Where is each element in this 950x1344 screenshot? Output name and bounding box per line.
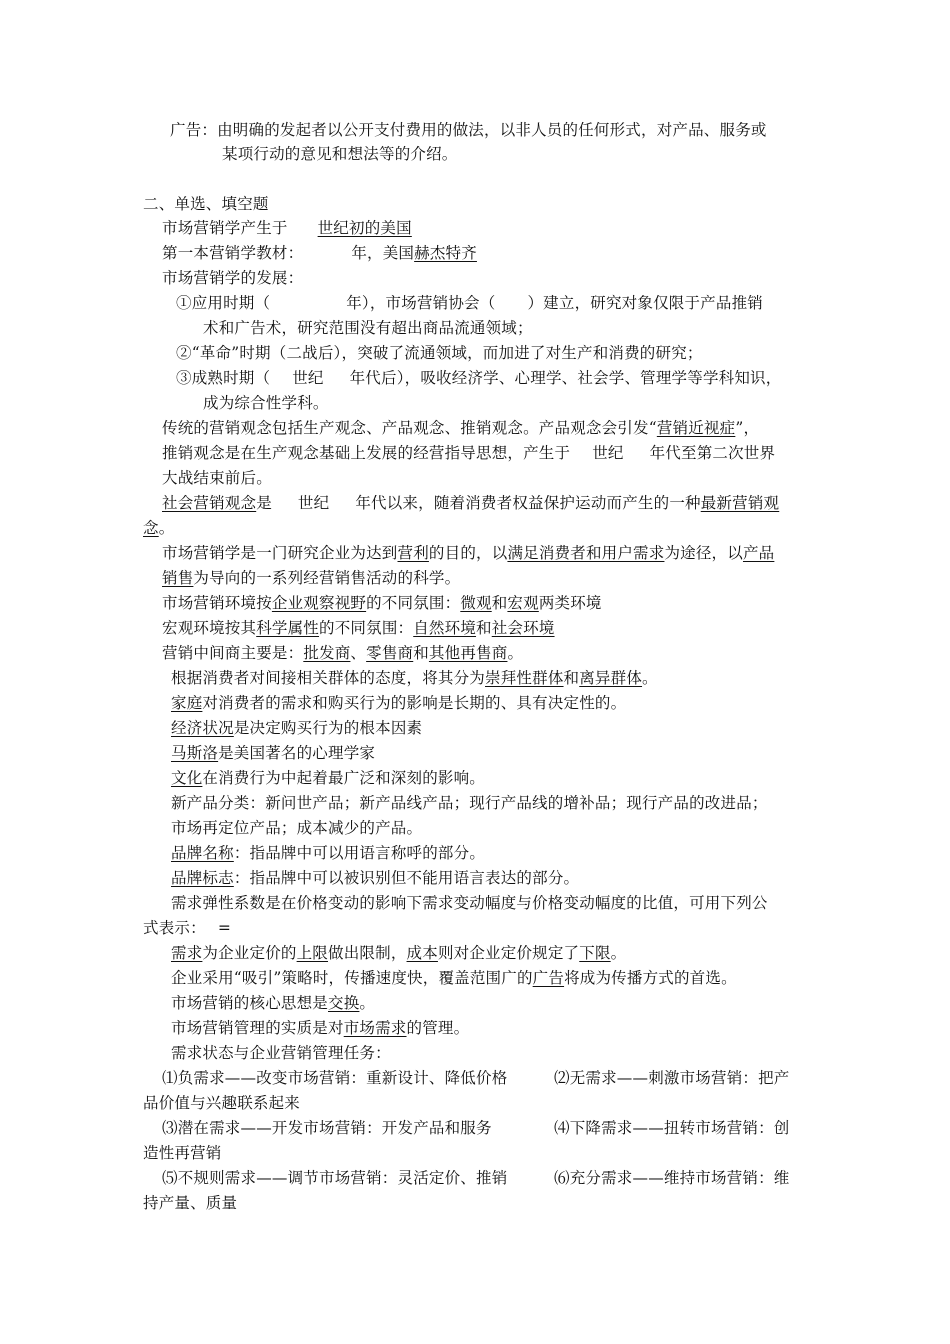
env-text-d: 两类环境 [538,594,602,612]
customer-needs-answer: 满足消费者和用户需求 [507,544,665,562]
pull-text-a: 企业采用“吸引”策略时，传播速度快，覆盖范围广的 [171,969,533,987]
core-period: 。 [359,994,376,1012]
family-line [171,691,626,715]
task-declining-demand: ⑷下降需求——扭转市场营销：创 [554,1119,790,1137]
first-textbook-text: 第一本营销学教材： [162,244,304,262]
origin-text: 市场营销学产生于 [162,219,288,237]
definition-text-b: 的目的，以 [428,544,508,562]
lower-limit-answer: 下限 [579,944,611,962]
task-full-demand-cont: 持产量、质量 [143,1194,238,1212]
maslow-line [171,741,375,765]
demand-tasks-title: 需求状态与企业营销管理任务： [171,1044,391,1062]
social-marketing-line2 [143,516,174,540]
env-text-a: 市场营销环境按 [162,594,272,612]
market-demand-answer: 市场需求 [343,1019,407,1037]
pull-strategy-line [171,966,737,990]
definition-line1 [162,541,774,565]
essence-text-b: 的管理。 [406,1019,470,1037]
development-stage-3 [176,366,781,390]
origin-answer: 世纪初的美国 [317,219,412,237]
economy-answer: 经济状况 [171,719,234,737]
pricing-limits-line [171,941,626,965]
definition-text-a: 市场营销学是一门研究企业为达到 [162,544,398,562]
macro-text-b: 的不同氛围： [319,619,414,637]
mid-period: 。 [507,644,524,662]
selling-concept-text: 推销观念是在生产观念基础上发展的经营指导思想，产生于 [162,444,571,462]
dissociative-group-answer: 离异群体 [579,669,643,687]
new-product-line2: 市场再定位产品；成本减少的产品。 [171,819,423,837]
core-idea-line [171,991,375,1015]
traditional-concepts-line2 [162,441,775,465]
stage-3-text-a: ③成熟时期（ [176,369,271,387]
task-full-demand: ⑹充分需求——维持市场营销：维 [554,1169,790,1187]
upper-limit-answer: 上限 [296,944,329,962]
family-answer: 家庭 [171,694,203,712]
cost-answer: 成本 [406,944,438,962]
task-no-demand-cont: 品价值与兴趣联系起来 [143,1094,301,1112]
mid-comma: 、 [350,644,367,662]
social-century: 世纪 [297,494,330,512]
marketing-myopia: 营销近视症 [656,419,736,437]
group-period: 。 [642,669,658,687]
sales-answer: 销售 [162,569,194,587]
task-latent-demand: ⑶潜在需求——开发市场营销：开发产品和服务 [162,1119,492,1137]
development-stage-1-line2: 术和广告术，研究范围没有超出商品流通领域； [203,319,533,337]
price-text-b: 做出限制， [328,944,407,962]
exchange-answer: 交换 [328,994,360,1012]
brand-name-text: ：指品牌中可以用语言称呼的部分。 [233,844,486,862]
natural-env-answer: 自然环境 [413,619,477,637]
definition-line2 [162,566,460,590]
stage-3-text-c: 年代后），吸收经济学、心理学、社会学、管理学等学科知识， [349,369,782,387]
environment-line [162,591,602,615]
macro-environment-line [162,616,555,640]
price-period: 。 [610,944,627,962]
essence-text-a: 市场营销管理的实质是对 [171,1019,344,1037]
section-title: 二、单选、填空题 [143,195,269,213]
ad-definition-line2: 某项行动的意见和想法等的介绍。 [222,145,458,163]
definition-text-c: 为途径，以 [664,544,743,562]
traditional-quote-close: ”， [735,419,760,437]
culture-line [171,766,485,790]
brand-name-answer: 品牌名称 [171,844,234,862]
elasticity-formula-label: 式表示： [143,919,206,937]
group-and: 和 [563,669,580,687]
development-stage-3-line2: 成为综合性学科。 [203,394,329,412]
profit-answer: 营利 [397,544,429,562]
management-essence-line [171,1016,469,1040]
first-textbook-author: 赫杰特齐 [414,244,477,262]
selling-concept-century: 世纪 [592,444,624,462]
selling-concept-era: 年代至第二次世界 [649,444,776,462]
ad-definition-text: 由明确的发起者以公开支付费用的做法，以非人员的任何形式，对产品、服务或 [217,121,767,139]
stage-1-text-c: ）建立，研究对象仅限于产品推销 [527,294,763,312]
social-text-a: 是 [256,494,272,512]
task-no-demand: ⑵无需求——刺激市场营销：把产 [554,1069,790,1087]
aspirational-group-answer: 崇拜性群体 [485,669,564,687]
economy-line [171,716,422,740]
social-env-answer: 社会环境 [491,619,555,637]
culture-text: 在消费行为中起着最广泛和深刻的影响。 [202,769,486,787]
origin-line [162,216,412,240]
macro-text-a: 宏观环境按其 [162,619,257,637]
development-stage-2: ②“革命”时期（二战后），突破了流通领域，而加进了对生产和消费的研究； [176,344,703,362]
development-title: 市场营销学的发展： [162,269,304,287]
brand-name-line [171,841,485,865]
task-irregular-demand: ⑸不规则需求——调节市场营销：灵活定价、推销 [162,1169,508,1187]
brand-mark-answer: 品牌标志 [171,869,234,887]
elasticity-line2 [143,916,231,940]
mid-text-a: 营销中间商主要是： [162,644,304,662]
wholesaler-answer: 批发商 [303,644,351,662]
demand-answer: 需求 [171,944,203,962]
traditional-concepts-line3: 大战结束前后。 [162,469,272,487]
first-textbook-year-suffix: 年，美国 [351,244,415,262]
env-and: 和 [491,594,508,612]
ad-term: 广告： [170,121,218,139]
group-text-a: 根据消费者对间接相关群体的态度，将其分为 [171,669,486,687]
elasticity-line1: 需求弹性系数是在价格变动的影响下需求变动幅度与价格变动幅度的比值，可用下列公 [171,894,768,912]
traditional-text: 传统的营销观念包括生产观念、产品观念、推销观念。产品观念会引发“ [162,419,657,437]
macro-answer: 宏观 [507,594,539,612]
ad-definition-line1 [170,118,767,142]
reference-groups-line [171,666,658,690]
task-declining-demand-cont: 造性再营销 [143,1144,222,1162]
pull-text-b: 将成为传播方式的首选。 [564,969,737,987]
stage-1-text-a: ①应用时期（ [176,294,271,312]
social-text-c: 年代以来，随着消费者权益保护运动而产生的一种 [355,494,701,512]
stage-1-text-b: 年），市场营销协会（ [346,294,496,312]
task-negative-demand: ⑴负需求——改变市场营销：重新设计、降低价格 [162,1069,508,1087]
family-text: 对消费者的需求和购买行为的影响是长期的、具有决定性的。 [202,694,627,712]
other-reseller-answer: 其他再售商 [428,644,508,662]
mid-and: 和 [413,644,429,662]
core-text: 市场营销的核心思想是 [171,994,329,1012]
culture-answer: 文化 [171,769,203,787]
price-text-a: 为企业定价的 [202,944,297,962]
intermediaries-line [162,641,523,665]
scientific-attribute-answer: 科学属性 [256,619,320,637]
social-marketing-concept: 社会营销观念 [162,494,257,512]
brand-mark-line [171,866,579,890]
stage-3-century: 世纪 [292,369,324,387]
elasticity-equals: = [217,919,231,937]
product-answer: 产品 [742,544,775,562]
development-stage-1 [176,291,763,315]
price-text-c: 则对企业定价规定了 [437,944,580,962]
definition-text-d: 为导向的一系列经营销售活动的科学。 [193,569,461,587]
macro-and: 和 [476,619,492,637]
first-textbook-line [162,241,477,265]
env-text-b: 的不同氛围： [366,594,461,612]
advertising-answer: 广告 [532,969,565,987]
brand-mark-text: ：指品牌中可以被识别但不能用语言表达的部分。 [233,869,580,887]
env-scope-answer: 企业观察视野 [271,594,367,612]
social-period: 。 [158,519,175,537]
economy-text: 是决定购买行为的根本因素 [233,719,423,737]
maslow-answer: 马斯洛 [171,744,219,762]
social-marketing-line1 [162,491,779,515]
micro-answer: 微观 [460,594,492,612]
retailer-answer: 零售商 [366,644,414,662]
new-product-line1: 新产品分类：新问世产品；新产品线产品；现行产品线的增补品；现行产品的改进品； [171,794,768,812]
traditional-concepts-line1 [162,416,759,440]
newest-marketing-concept: 最新营销观 [700,494,780,512]
newest-marketing-concept-end: 念 [143,519,159,537]
maslow-text: 是美国著名的心理学家 [218,744,376,762]
